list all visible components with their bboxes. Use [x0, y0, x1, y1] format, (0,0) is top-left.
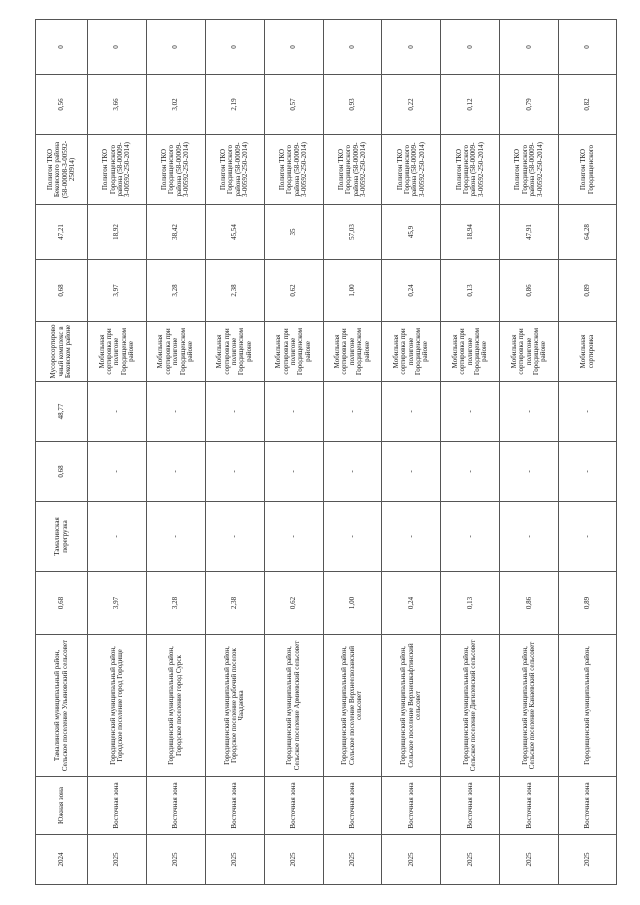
- municipality-cell: Городищенский муниципальный район, Сельское поселение Канаевский сельсовет: [500, 635, 559, 777]
- transfer-station-cell: -: [323, 502, 382, 572]
- transfer-distance-cell: -: [146, 382, 205, 442]
- waste-volume-cell: 2,38: [205, 572, 264, 635]
- haul-distance-cell: 38,42: [146, 205, 205, 260]
- municipality-cell: Городищенский муниципальный район,: [559, 635, 617, 777]
- transfer-distance-cell: 48,77: [36, 382, 88, 442]
- zone-cell: Восточная зона: [264, 777, 323, 835]
- table-row: [88, 20, 147, 885]
- transfer-distance-cell: -: [205, 382, 264, 442]
- transfer-station-cell: -: [146, 502, 205, 572]
- landfill-volume-cell: 3,66: [88, 75, 147, 135]
- year-cell: 2025: [441, 835, 500, 885]
- municipality-cell: Городищенский муниципальный район, Сельское поселение Верхнеелюзанский сельсовет: [323, 635, 382, 777]
- haul-distance-cell: 35: [264, 205, 323, 260]
- year-cell: 2025: [382, 835, 441, 885]
- sorted-volume-cell: 1,00: [323, 260, 382, 322]
- sorting-facility-cell: Мобильная сортировка при полигоне Городищенском районе: [323, 322, 382, 382]
- utilized-cell: 0: [36, 20, 88, 75]
- waste-volume-cell: 0,68: [36, 572, 88, 635]
- waste-volume-cell: 0,62: [264, 572, 323, 635]
- waste-flow-table: [35, 19, 617, 885]
- sorted-volume-cell: 0,86: [500, 260, 559, 322]
- haul-distance-cell: 18,94: [441, 205, 500, 260]
- municipality-cell: Городищенский муниципальный район, Сельское поселение Дигилевский сельсовет: [441, 635, 500, 777]
- landfill-volume-cell: 0,56: [36, 75, 88, 135]
- waste-volume-cell: 3,28: [146, 572, 205, 635]
- landfill-volume-cell: 0,12: [441, 75, 500, 135]
- utilized-cell: 0: [441, 20, 500, 75]
- sorted-volume-cell: 0,89: [559, 260, 617, 322]
- year-cell: 2024: [36, 835, 88, 885]
- zone-cell: Восточная зона: [146, 777, 205, 835]
- table-row: [323, 20, 382, 885]
- haul-distance-cell: 47,21: [36, 205, 88, 260]
- table-row: [36, 20, 88, 885]
- zone-cell: Восточная зона: [323, 777, 382, 835]
- utilized-cell: 0: [88, 20, 147, 75]
- utilized-cell: 0: [146, 20, 205, 75]
- haul-distance-cell: 45,54: [205, 205, 264, 260]
- waste-volume-cell: 1,00: [323, 572, 382, 635]
- utilized-cell: 0: [323, 20, 382, 75]
- utilized-cell: 0: [264, 20, 323, 75]
- sorting-facility-cell: Мобильная сортировка: [559, 322, 617, 382]
- transfer-distance-cell: -: [382, 382, 441, 442]
- transfer-volume-cell: -: [88, 442, 147, 502]
- sorting-facility-cell: Мобильная сортировка при полигоне Городищенском районе: [88, 322, 147, 382]
- waste-volume-cell: 0,86: [500, 572, 559, 635]
- sorting-facility-cell: Мобильная сортировка при полигоне Городищенском районе: [382, 322, 441, 382]
- table-row: [500, 20, 559, 885]
- landfill-volume-cell: 0,93: [323, 75, 382, 135]
- transfer-station-cell: -: [382, 502, 441, 572]
- zone-cell: Восточная зона: [500, 777, 559, 835]
- sorted-volume-cell: 0,68: [36, 260, 88, 322]
- transfer-volume-cell: -: [146, 442, 205, 502]
- haul-distance-cell: 57,03: [323, 205, 382, 260]
- landfill-volume-cell: 0,57: [264, 75, 323, 135]
- landfill-cell: Полигон ТКО Городищенского района (58-00009-З-00592-250-2014): [88, 135, 147, 205]
- year-cell: 2025: [500, 835, 559, 885]
- transfer-distance-cell: -: [264, 382, 323, 442]
- year-cell: 2025: [146, 835, 205, 885]
- haul-distance-cell: 18,92: [88, 205, 147, 260]
- landfill-cell: Полигон ТКО Городищенского района (58-00009-З-00592-250-2014): [323, 135, 382, 205]
- table-row: [264, 20, 323, 885]
- municipality-cell: Городищенский муниципальный район, Сельское поселение Армиевский сельсовет: [264, 635, 323, 777]
- landfill-volume-cell: 0,22: [382, 75, 441, 135]
- landfill-volume-cell: 0,82: [559, 75, 617, 135]
- transfer-station-cell: -: [264, 502, 323, 572]
- sorting-facility-cell: Мобильная сортировка при полигоне Городищенском районе: [205, 322, 264, 382]
- landfill-cell: Полигон ТКО Городищенского района (58-00009-З-00592-250-2014): [500, 135, 559, 205]
- utilized-cell: 0: [205, 20, 264, 75]
- sorting-facility-cell: Мобильная сортировка при полигоне Городищенском районе: [441, 322, 500, 382]
- landfill-volume-cell: 2,19: [205, 75, 264, 135]
- sorted-volume-cell: 0,62: [264, 260, 323, 322]
- waste-volume-cell: 0,13: [441, 572, 500, 635]
- transfer-volume-cell: -: [500, 442, 559, 502]
- haul-distance-cell: 45,9: [382, 205, 441, 260]
- year-cell: 2025: [264, 835, 323, 885]
- zone-cell: Восточная зона: [441, 777, 500, 835]
- landfill-cell: Полигон ТКО Городищенского: [559, 135, 617, 205]
- transfer-volume-cell: 0,68: [36, 442, 88, 502]
- sorting-facility-cell: Мусоросортировочный комплекс в Бековском районе: [36, 322, 88, 382]
- table-body: [36, 20, 617, 885]
- municipality-cell: Городищенский муниципальный район, Городское поселение город Городище: [88, 635, 147, 777]
- sorted-volume-cell: 0,24: [382, 260, 441, 322]
- transfer-distance-cell: -: [500, 382, 559, 442]
- sorted-volume-cell: 3,28: [146, 260, 205, 322]
- table-row: [441, 20, 500, 885]
- transfer-station-cell: -: [88, 502, 147, 572]
- municipality-cell: Городищенский муниципальный район, Городское поселение город Сурск: [146, 635, 205, 777]
- municipality-cell: Городищенский муниципальный район, Сельское поселение Верхнешкафтинский сельсовет: [382, 635, 441, 777]
- year-cell: 2025: [559, 835, 617, 885]
- transfer-station-cell: Тамалинская перегрузка: [36, 502, 88, 572]
- waste-volume-cell: 3,97: [88, 572, 147, 635]
- year-cell: 2025: [205, 835, 264, 885]
- transfer-volume-cell: -: [205, 442, 264, 502]
- landfill-volume-cell: 3,02: [146, 75, 205, 135]
- landfill-cell: Полигон ТКО Городищенского района (58-00009-З-00592-250-2014): [382, 135, 441, 205]
- zone-cell: Восточная зона: [382, 777, 441, 835]
- sorting-facility-cell: Мобильная сортировка при полигоне Городищенском районе: [500, 322, 559, 382]
- waste-volume-cell: 0,89: [559, 572, 617, 635]
- municipality-cell: Городищенский муниципальный район, Городское поселение рабочий поселок Чаадаевка: [205, 635, 264, 777]
- year-cell: 2025: [88, 835, 147, 885]
- transfer-volume-cell: -: [382, 442, 441, 502]
- transfer-distance-cell: -: [441, 382, 500, 442]
- landfill-cell: Полигон ТКО Городищенского района (58-00009-З-00592-250-2014): [205, 135, 264, 205]
- zone-cell: Восточная зона: [205, 777, 264, 835]
- zone-cell: Восточная зона: [559, 777, 617, 835]
- table-row: [559, 20, 617, 885]
- haul-distance-cell: 47,91: [500, 205, 559, 260]
- sorted-volume-cell: 0,13: [441, 260, 500, 322]
- waste-volume-cell: 0,24: [382, 572, 441, 635]
- transfer-station-cell: -: [205, 502, 264, 572]
- transfer-station-cell: -: [559, 502, 617, 572]
- landfill-cell: Полигон ТКО Городищенского района (58-00009-З-00592-250-2014): [441, 135, 500, 205]
- sorted-volume-cell: 2,38: [205, 260, 264, 322]
- transfer-distance-cell: -: [559, 382, 617, 442]
- municipality-cell: Тамалинский муниципальный район, Сельское поселение Ульяновский сельсовет: [36, 635, 88, 777]
- transfer-volume-cell: -: [323, 442, 382, 502]
- table-row: [146, 20, 205, 885]
- transfer-volume-cell: -: [264, 442, 323, 502]
- landfill-cell: Полигон ТКО Городищенского района (58-00009-З-00592-250-2014): [146, 135, 205, 205]
- utilized-cell: 0: [500, 20, 559, 75]
- sorted-volume-cell: 3,97: [88, 260, 147, 322]
- transfer-volume-cell: -: [441, 442, 500, 502]
- landfill-cell: Полигон ТКО Городищенского района (58-00009-З-00592-250-2014): [264, 135, 323, 205]
- zone-cell: Восточная зона: [88, 777, 147, 835]
- zone-cell: Южная зона: [36, 777, 88, 835]
- rotated-table-page: [35, 20, 615, 885]
- table-row: [382, 20, 441, 885]
- sorting-facility-cell: Мобильная сортировка при полигоне Городищенском районе: [264, 322, 323, 382]
- transfer-distance-cell: -: [323, 382, 382, 442]
- transfer-station-cell: -: [441, 502, 500, 572]
- utilized-cell: 0: [559, 20, 617, 75]
- landfill-cell: Полигон ТКО Бековского района (58-00008-З-00592-250914): [36, 135, 88, 205]
- landfill-volume-cell: 0,79: [500, 75, 559, 135]
- table-row: [205, 20, 264, 885]
- year-cell: 2025: [323, 835, 382, 885]
- transfer-distance-cell: -: [88, 382, 147, 442]
- haul-distance-cell: 64,28: [559, 205, 617, 260]
- transfer-volume-cell: -: [559, 442, 617, 502]
- utilized-cell: 0: [382, 20, 441, 75]
- transfer-station-cell: -: [500, 502, 559, 572]
- sorting-facility-cell: Мобильная сортировка при полигоне Городищенском районе: [146, 322, 205, 382]
